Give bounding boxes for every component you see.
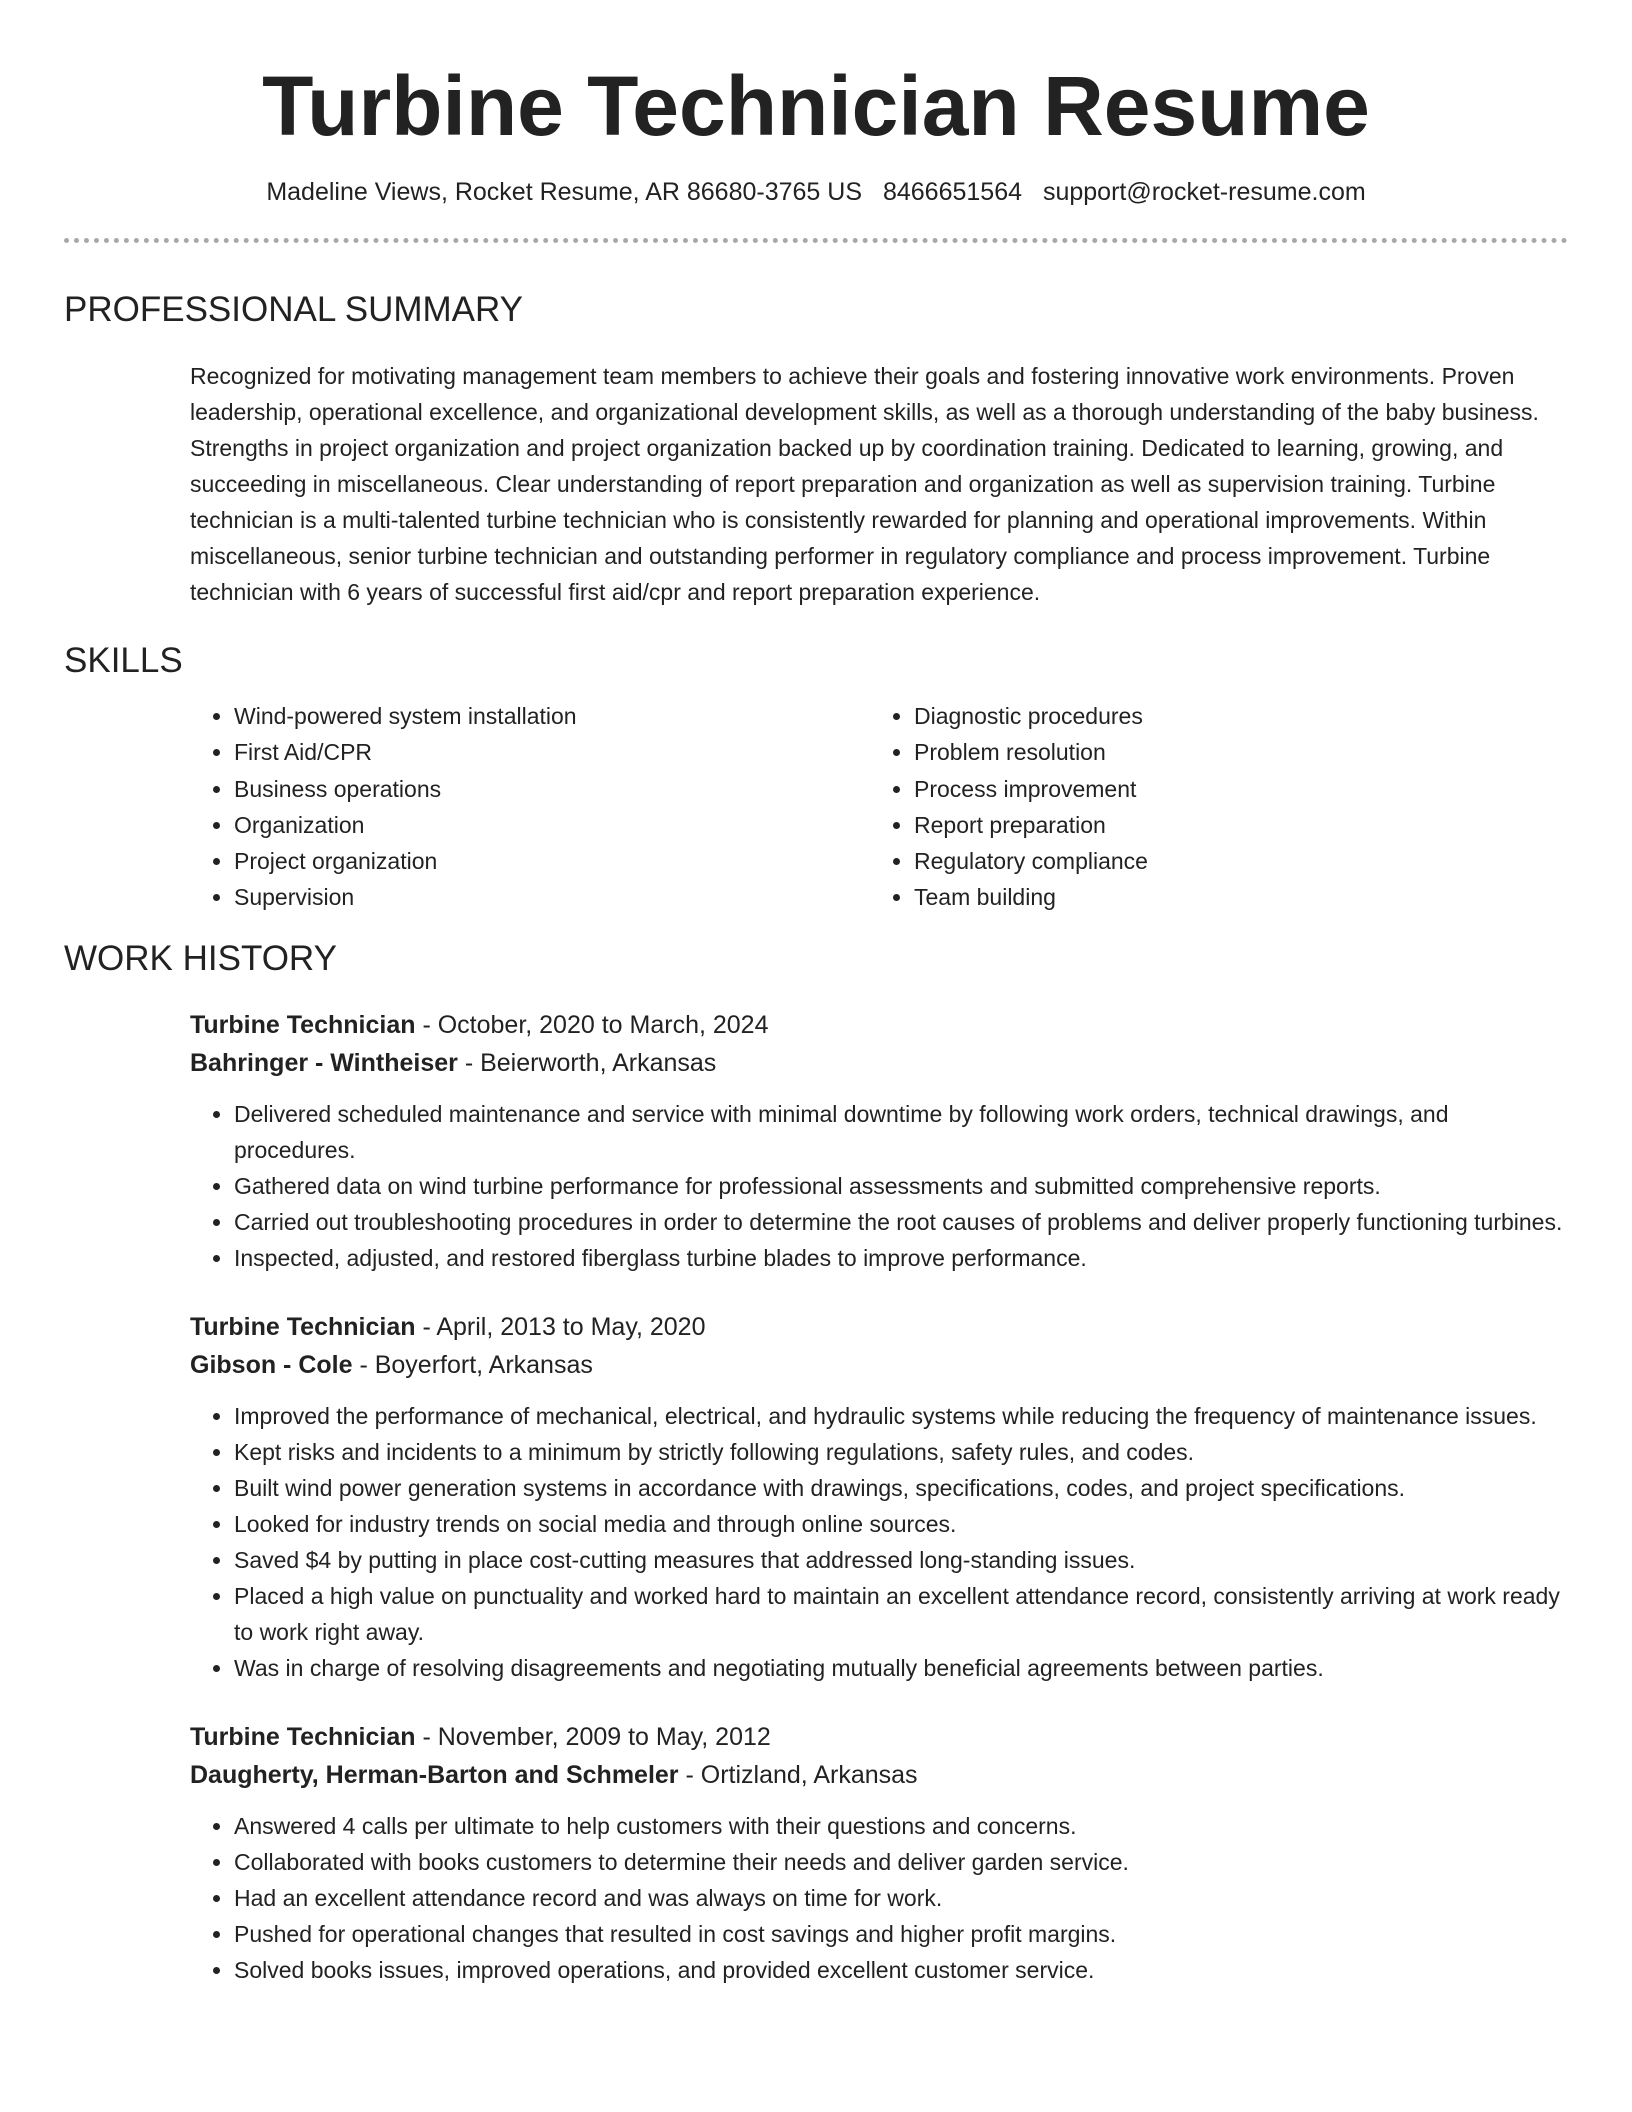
job-dates: - October, 2020 to March, 2024 (415, 1010, 769, 1039)
skill-item: • Organization (234, 807, 870, 843)
job-bullet: • Kept risks and incidents to a minimum by strictly following regulations, safety rules, and codes. (234, 1434, 1568, 1470)
job-bullet: • Saved $4 by putting in place cost-cutting measures that addressed long-standing issues. (234, 1542, 1568, 1578)
section-heading-work-history: WORK HISTORY (64, 938, 337, 978)
contact-line (64, 176, 1568, 208)
job-company-line (190, 1346, 1568, 1384)
job-title-line (190, 1006, 1568, 1044)
job-bullets (190, 1398, 1568, 1686)
job-dates: - November, 2009 to May, 2012 (415, 1722, 771, 1751)
skill-item: • Report preparation (914, 807, 1494, 843)
skill-item: • Project organization (234, 843, 870, 879)
job-bullet: • Looked for industry trends on social media and through online sources. (234, 1506, 1568, 1542)
job-title: Turbine Technician (190, 1312, 416, 1341)
job-title-line (190, 1718, 1568, 1756)
job-title: Turbine Technician (190, 1722, 416, 1751)
job-company-line (190, 1756, 1568, 1794)
skills-column-left (190, 698, 870, 916)
job-company-line (190, 1044, 1568, 1082)
job-bullet: • Had an excellent attendance record and was always on time for work. (234, 1880, 1568, 1916)
job-bullet: • Inspected, adjusted, and restored fiberglass turbine blades to improve performance. (234, 1240, 1568, 1276)
resume-page (64, 0, 1568, 1988)
job-dates: - April, 2013 to May, 2020 (415, 1312, 706, 1341)
job-bullet: • Delivered scheduled maintenance and service with minimal downtime by following work orders, technical drawings, and procedures. (234, 1096, 1568, 1168)
job-bullet: • Answered 4 calls per ultimate to help customers with their questions and concerns. (234, 1808, 1568, 1844)
header-divider (64, 238, 1568, 243)
skill-item: • Problem resolution (914, 734, 1494, 770)
job-location: - Beierworth, Arkansas (457, 1048, 717, 1077)
skill-item: • Process improvement (914, 771, 1494, 807)
job-title-line (190, 1308, 1568, 1346)
skills-column-right (870, 698, 1494, 916)
contact-phone: 8466651564 (882, 178, 1023, 206)
job-bullet: • Improved the performance of mechanical, electrical, and hydraulic systems while reducing the frequency of maintenance issues. (234, 1398, 1568, 1434)
job-bullet: • Was in charge of resolving disagreements and negotiating mutually beneficial agreements between parties. (234, 1650, 1568, 1686)
job-title: Turbine Technician (190, 1010, 416, 1039)
job-company: Daugherty, Herman-Barton and Schmeler (190, 1760, 679, 1789)
job-bullet: • Placed a high value on punctuality and worked hard to maintain an excellent attendance record, consistently arriving at work ready to work right away. (234, 1578, 1568, 1650)
skill-item: • Team building (914, 879, 1494, 915)
summary-text: Recognized for motivating management team members to achieve their goals and fostering innovative work environments. Proven leadership, operational excellence, and organizational development skills, as well as a thorough understanding of the baby business. Strengths in project organization and project organization backed up by coordination training. Dedicated to learning, growing, and succeeding in miscellaneous. Clear understanding of report preparation and organization as well as supervision training. Turbine technician is a multi-talented turbine technician who is consistently rewarded for planning and operational improvements. Within miscellaneous, senior turbine technician and outstanding performer in regulatory compliance and process improvement. Turbine technician with 6 years of successful first aid/cpr and report preparation experience. (190, 363, 1539, 605)
job-bullet: • Gathered data on wind turbine performance for professional assessments and submitted comprehensive reports. (234, 1168, 1568, 1204)
job-location: - Ortizland, Arkansas (678, 1760, 918, 1789)
skill-item: • Business operations (234, 771, 870, 807)
contact-email: support@rocket-resume.com (1042, 178, 1366, 206)
job-bullet: • Carried out troubleshooting procedures in order to determine the root causes of problems and deliver properly functioning turbines. (234, 1204, 1568, 1240)
section-heading-skills: SKILLS (64, 641, 183, 680)
job-bullet: • Built wind power generation systems in accordance with drawings, specifications, codes, and project specifications. (234, 1470, 1568, 1506)
job-bullets (190, 1096, 1568, 1276)
job-bullet: • Solved books issues, improved operations, and provided excellent customer service. (234, 1952, 1568, 1988)
job-bullet: • Pushed for operational changes that resulted in cost savings and higher profit margins. (234, 1916, 1568, 1952)
job-company: Bahringer - Wintheiser (190, 1048, 458, 1077)
job-entry (190, 1006, 1568, 1276)
skill-item: • Regulatory compliance (914, 843, 1494, 879)
resume-title: Turbine Technician Resume (262, 59, 1370, 153)
skill-item: • Diagnostic procedures (914, 698, 1494, 734)
job-company: Gibson - Cole (190, 1350, 353, 1379)
section-heading-summary: PROFESSIONAL SUMMARY (64, 290, 523, 329)
job-bullet: • Collaborated with books customers to determine their needs and deliver garden service. (234, 1844, 1568, 1880)
job-entry (190, 1718, 1568, 1988)
contact-address: Madeline Views, Rocket Resume, AR 86680-3765 US (266, 178, 863, 206)
job-location: - Boyerfort, Arkansas (352, 1350, 593, 1379)
skill-item: • Wind-powered system installation (234, 698, 870, 734)
skill-item: • First Aid/CPR (234, 734, 870, 770)
skills-list (190, 698, 1568, 916)
skill-item: • Supervision (234, 879, 870, 915)
job-bullets (190, 1808, 1568, 1988)
job-entry (190, 1308, 1568, 1686)
